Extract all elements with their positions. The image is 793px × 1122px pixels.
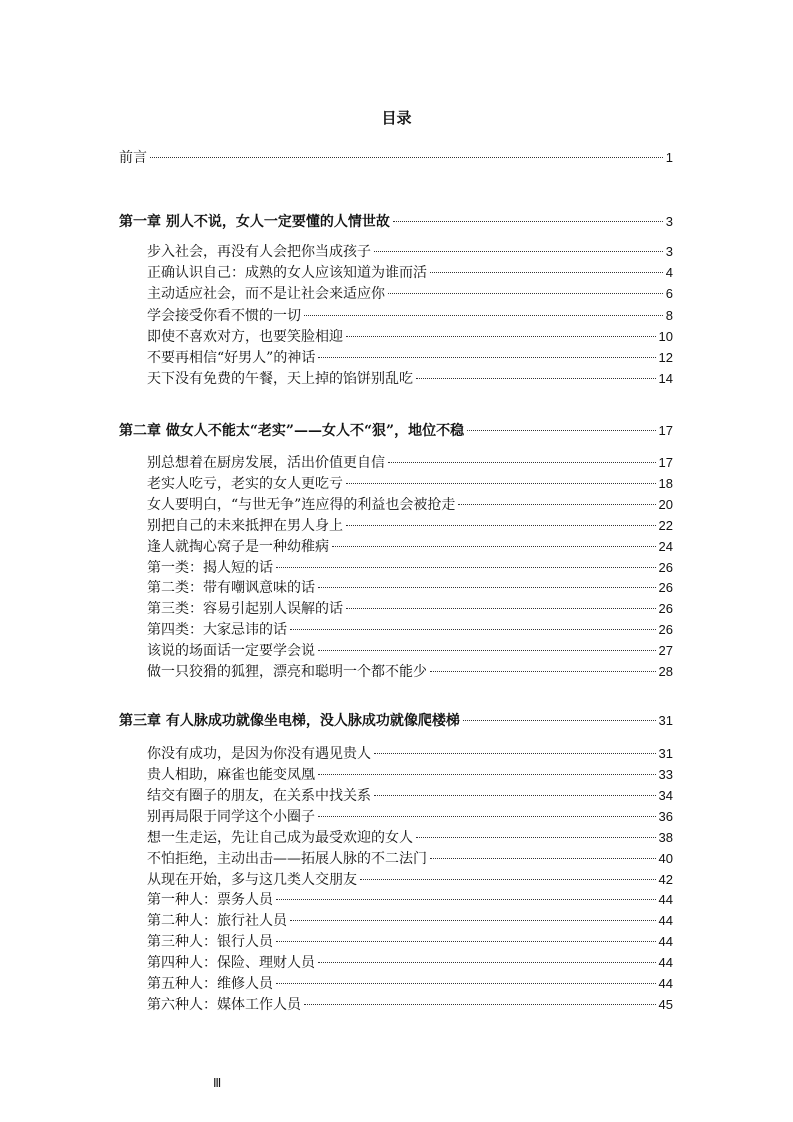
toc-entry[interactable] — [147, 495, 673, 515]
toc-entry-page-number: 27 — [658, 643, 673, 658]
dot-leader — [463, 720, 656, 721]
toc-chapter-entry[interactable] — [119, 711, 673, 731]
toc-entry-page-number: 3 — [665, 244, 673, 259]
dot-leader — [430, 272, 663, 273]
toc-entry-page-number: 24 — [658, 539, 673, 554]
dot-leader — [332, 546, 656, 547]
toc-entry-page-number: 1 — [665, 150, 673, 165]
toc-entry-label: 不怕拒绝，主动出击——拓展人脉的不二法门 — [147, 851, 427, 867]
toc-entry-page-number: 31 — [658, 746, 673, 761]
dot-leader — [346, 483, 656, 484]
toc-entry-page-number: 36 — [658, 809, 673, 824]
toc-entry-page-number: 10 — [658, 329, 673, 344]
toc-entry[interactable] — [147, 558, 673, 578]
toc-chapter-entry[interactable] — [119, 212, 673, 232]
toc-entry-label: 正确认识自己：成熟的女人应该知道为谁而活 — [147, 265, 427, 281]
toc-entry-label: 第五种人：维修人员 — [147, 976, 273, 992]
toc-entry-label: 贵人相助，麻雀也能变凤凰 — [147, 767, 315, 783]
toc-entry-page-number: 18 — [658, 476, 673, 491]
toc-entry[interactable] — [147, 641, 673, 661]
toc-entry-page-number: 44 — [658, 892, 673, 907]
toc-entry-label: 即使不喜欢对方，也要笑脸相迎 — [147, 329, 343, 345]
toc-entry[interactable] — [147, 765, 673, 785]
toc-entry-label: 做一只狡猾的狐狸，漂亮和聪明一个都不能少 — [147, 664, 427, 680]
dot-leader — [374, 795, 656, 796]
toc-entry[interactable] — [147, 516, 673, 536]
toc-entry-label: 别再局限于同学这个小圈子 — [147, 809, 315, 825]
toc-entry-label: 第三种人：银行人员 — [147, 934, 273, 950]
toc-entry-label: 别把自己的未来抵押在男人身上 — [147, 518, 343, 534]
toc-entry-label: 主动适应社会，而不是让社会来适应你 — [147, 286, 385, 302]
toc-entry-label: 第三章 有人脉成功就像坐电梯，没人脉成功就像爬楼梯 — [119, 713, 460, 729]
toc-entry[interactable] — [147, 474, 673, 494]
toc-entry-page-number: 40 — [658, 851, 673, 866]
dot-leader — [388, 293, 663, 294]
toc-entry[interactable] — [147, 786, 673, 806]
dot-leader — [318, 962, 656, 963]
toc-entry-page-number: 20 — [658, 497, 673, 512]
toc-entry-label: 不要再相信“好男人”的神话 — [147, 350, 316, 366]
toc-entry-label: 结交有圈子的朋友，在关系中找关系 — [147, 788, 371, 804]
toc-entry-page-number: 42 — [658, 872, 673, 887]
toc-entry-page-number: 3 — [665, 214, 673, 229]
dot-leader — [374, 251, 663, 252]
toc-entry[interactable] — [147, 284, 673, 304]
toc-entry-page-number: 22 — [658, 518, 673, 533]
dot-leader — [388, 462, 656, 463]
toc-entry-label: 逢人就掏心窝子是一种幼稚病 — [147, 539, 329, 555]
toc-entry[interactable] — [147, 537, 673, 557]
dot-leader — [318, 650, 656, 651]
toc-entry[interactable] — [147, 744, 673, 764]
toc-entry-label: 从现在开始，多与这几类人交朋友 — [147, 872, 357, 888]
dot-leader — [430, 858, 656, 859]
toc-entry-page-number: 45 — [658, 997, 673, 1012]
dot-leader — [304, 315, 663, 316]
toc-entry-label: 学会接受你看不惯的一切 — [147, 308, 301, 324]
toc-title: 目录 — [381, 109, 412, 127]
dot-leader — [346, 336, 656, 337]
toc-entry[interactable] — [147, 953, 673, 973]
toc-entry[interactable] — [119, 148, 673, 168]
toc-entry-page-number: 26 — [658, 580, 673, 595]
toc-entry-page-number: 44 — [658, 976, 673, 991]
page-number-footer: Ⅲ — [213, 1076, 222, 1090]
toc-entry-page-number: 44 — [658, 913, 673, 928]
dot-leader — [318, 357, 655, 358]
toc-entry-label: 第二种人：旅行社人员 — [147, 913, 287, 929]
toc-entry-page-number: 31 — [658, 713, 673, 728]
dot-leader — [318, 816, 656, 817]
toc-entry[interactable] — [147, 327, 673, 347]
dot-leader — [374, 753, 656, 754]
toc-entry[interactable] — [147, 242, 673, 262]
dot-leader — [318, 774, 656, 775]
toc-entry[interactable] — [147, 890, 673, 910]
toc-entry-label: 第二章 做女人不能太“老实”——女人不“狠”，地位不稳 — [119, 423, 465, 439]
toc-entry[interactable] — [147, 828, 673, 848]
toc-entry-label: 前言 — [119, 150, 147, 166]
toc-entry-page-number: 17 — [658, 455, 673, 470]
dot-leader — [416, 378, 656, 379]
toc-chapter-entry[interactable] — [119, 421, 673, 441]
toc-entry[interactable] — [147, 870, 673, 890]
toc-entry[interactable] — [147, 995, 673, 1015]
toc-entry[interactable] — [147, 348, 673, 368]
toc-entry-page-number: 17 — [658, 423, 673, 438]
dot-leader — [276, 899, 656, 900]
dot-leader — [150, 157, 663, 158]
toc-entry-label: 第一类：揭人短的话 — [147, 560, 273, 576]
toc-entry[interactable] — [147, 807, 673, 827]
toc-entry-label: 别总想着在厨房发展，活出价值更自信 — [147, 455, 385, 471]
toc-entry-label: 第二类：带有嘲讽意味的话 — [147, 580, 315, 596]
toc-entry-page-number: 44 — [658, 955, 673, 970]
toc-entry-label: 第一章 别人不说，女人一定要懂的人情世故 — [119, 214, 390, 230]
toc-entry[interactable] — [147, 620, 673, 640]
dot-leader — [318, 587, 656, 588]
toc-entry-page-number: 12 — [658, 350, 673, 365]
dot-leader — [276, 567, 656, 568]
toc-entry-page-number: 26 — [658, 601, 673, 616]
toc-entry-label: 第四种人：保险、理财人员 — [147, 955, 315, 971]
toc-entry-page-number: 28 — [658, 664, 673, 679]
toc-entry-label: 步入社会，再没有人会把你当成孩子 — [147, 244, 371, 260]
toc-entry-label: 想一生走运，先让自己成为最受欢迎的女人 — [147, 830, 413, 846]
toc-entry-label: 该说的场面话一定要学会说 — [147, 643, 315, 659]
toc-entry-label: 天下没有免费的午餐，天上掉的馅饼别乱吃 — [147, 371, 413, 387]
toc-entry-page-number: 38 — [658, 830, 673, 845]
toc-entry-label: 第六种人：媒体工作人员 — [147, 997, 301, 1013]
toc-entry[interactable] — [147, 911, 673, 931]
toc-entry-label: 老实人吃亏，老实的女人更吃亏 — [147, 476, 343, 492]
dot-leader — [393, 221, 663, 222]
toc-entry[interactable] — [147, 849, 673, 869]
toc-entry-label: 第三类：容易引起别人误解的话 — [147, 601, 343, 617]
toc-entry-page-number: 26 — [658, 560, 673, 575]
dot-leader — [416, 837, 656, 838]
toc-entry[interactable] — [147, 453, 673, 473]
toc-entry-page-number: 44 — [658, 934, 673, 949]
toc-entry[interactable] — [147, 662, 673, 682]
dot-leader — [467, 430, 655, 431]
toc-entry-page-number: 26 — [658, 622, 673, 637]
toc-entry-label: 你没有成功，是因为你没有遇见贵人 — [147, 746, 371, 762]
toc-entry-label: 女人要明白，“与世无争”连应得的利益也会被抢走 — [147, 497, 456, 513]
toc-entry[interactable] — [147, 263, 673, 283]
toc-entry[interactable] — [147, 974, 673, 994]
toc-entry[interactable] — [147, 369, 673, 389]
toc-entry[interactable] — [147, 599, 673, 619]
dot-leader — [276, 941, 656, 942]
dot-leader — [276, 983, 656, 984]
toc-entry-page-number: 8 — [665, 308, 673, 323]
toc-entry-page-number: 6 — [665, 286, 673, 301]
dot-leader — [304, 1004, 656, 1005]
toc-entry[interactable] — [147, 578, 673, 598]
toc-entry-page-number: 14 — [658, 371, 673, 386]
toc-entry-label: 第四类：大家忌讳的话 — [147, 622, 287, 638]
dot-leader — [360, 879, 656, 880]
toc-entry-page-number: 34 — [658, 788, 673, 803]
dot-leader — [290, 920, 656, 921]
dot-leader — [346, 608, 656, 609]
toc-entry[interactable] — [147, 306, 673, 326]
dot-leader — [290, 629, 656, 630]
toc-entry-page-number: 4 — [665, 265, 673, 280]
toc-entry-page-number: 33 — [658, 767, 673, 782]
dot-leader — [346, 525, 656, 526]
dot-leader — [430, 671, 656, 672]
dot-leader — [458, 504, 655, 505]
toc-entry-label: 第一种人：票务人员 — [147, 892, 273, 908]
toc-entry[interactable] — [147, 932, 673, 952]
